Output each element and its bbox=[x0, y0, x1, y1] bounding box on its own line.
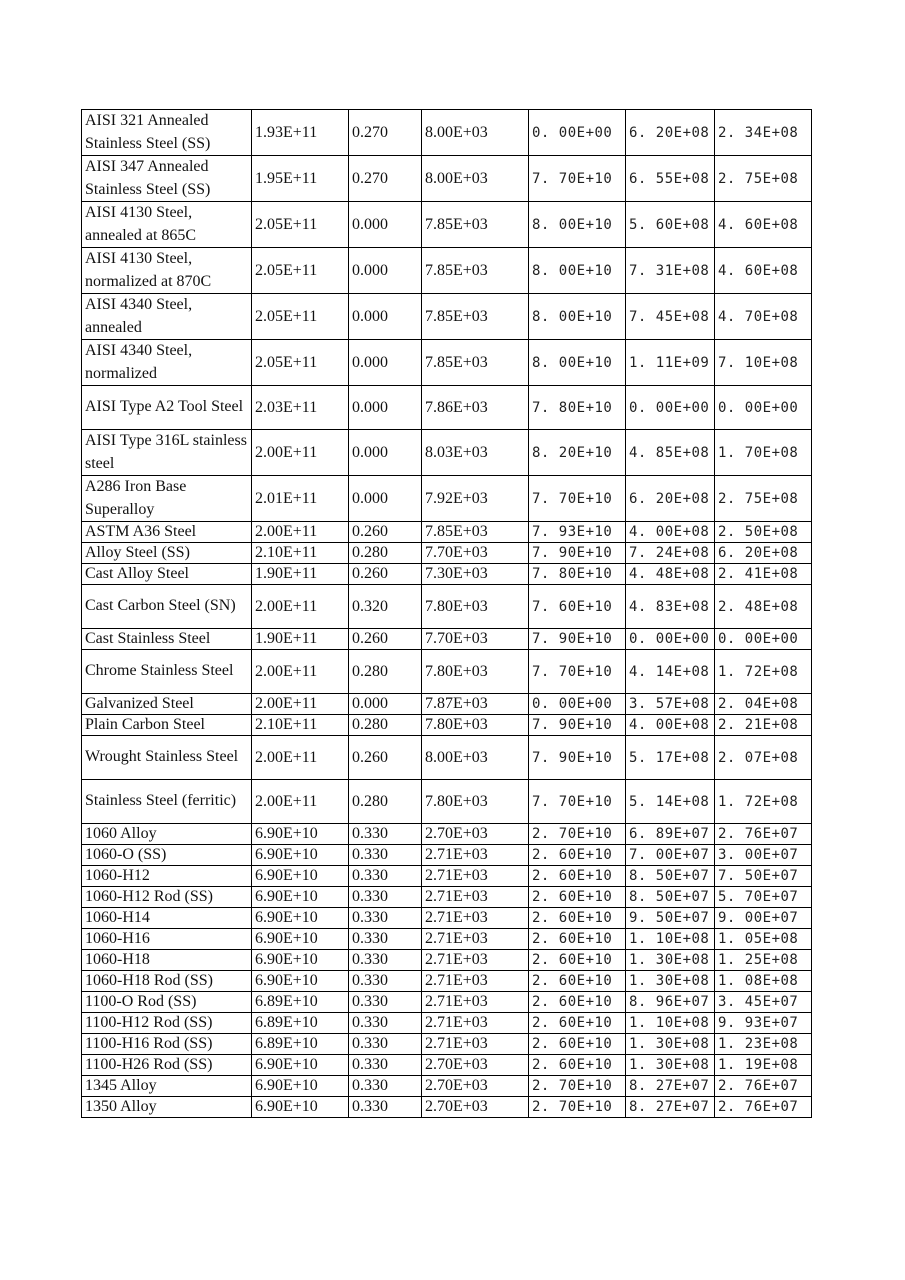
table-row bbox=[82, 887, 812, 908]
value-cell: 2.00E+11 bbox=[252, 522, 349, 543]
value-cell: 2.70E+03 bbox=[422, 824, 529, 845]
value-cell: 0. 00E+00 bbox=[715, 629, 812, 650]
material-properties-table bbox=[81, 109, 812, 1118]
value-cell: 4. 60E+08 bbox=[715, 202, 812, 248]
table-row bbox=[82, 294, 812, 340]
value-cell: 0. 00E+00 bbox=[529, 110, 626, 156]
value-cell: 6.90E+10 bbox=[252, 1055, 349, 1076]
value-cell: 8. 50E+07 bbox=[626, 866, 715, 887]
material-name-cell: Chrome Stainless Steel bbox=[82, 650, 252, 694]
value-cell: 1.90E+11 bbox=[252, 564, 349, 585]
value-cell: 3. 57E+08 bbox=[626, 694, 715, 715]
value-cell: 0.000 bbox=[349, 476, 422, 522]
value-cell: 2. 48E+08 bbox=[715, 585, 812, 629]
table-row bbox=[82, 992, 812, 1013]
value-cell: 2.00E+11 bbox=[252, 430, 349, 476]
value-cell: 1. 30E+08 bbox=[626, 1034, 715, 1055]
value-cell: 7.85E+03 bbox=[422, 340, 529, 386]
value-cell: 2.70E+03 bbox=[422, 1076, 529, 1097]
value-cell: 3. 00E+07 bbox=[715, 845, 812, 866]
value-cell: 3. 45E+07 bbox=[715, 992, 812, 1013]
material-name-cell: ASTM A36 Steel bbox=[82, 522, 252, 543]
table-body bbox=[82, 110, 812, 1118]
value-cell: 2.71E+03 bbox=[422, 992, 529, 1013]
value-cell: 2. 70E+10 bbox=[529, 1097, 626, 1118]
value-cell: 6.90E+10 bbox=[252, 908, 349, 929]
value-cell: 0.260 bbox=[349, 629, 422, 650]
value-cell: 0.330 bbox=[349, 1034, 422, 1055]
value-cell: 0.330 bbox=[349, 908, 422, 929]
value-cell: 4. 48E+08 bbox=[626, 564, 715, 585]
value-cell: 0.260 bbox=[349, 736, 422, 780]
value-cell: 6.90E+10 bbox=[252, 971, 349, 992]
value-cell: 6. 55E+08 bbox=[626, 156, 715, 202]
value-cell: 2. 60E+10 bbox=[529, 971, 626, 992]
value-cell: 8. 96E+07 bbox=[626, 992, 715, 1013]
value-cell: 6.90E+10 bbox=[252, 866, 349, 887]
value-cell: 2. 60E+10 bbox=[529, 866, 626, 887]
value-cell: 2. 60E+10 bbox=[529, 1013, 626, 1034]
value-cell: 7.85E+03 bbox=[422, 248, 529, 294]
value-cell: 2.00E+11 bbox=[252, 780, 349, 824]
value-cell: 4. 14E+08 bbox=[626, 650, 715, 694]
material-name-cell: Stainless Steel (ferritic) bbox=[82, 780, 252, 824]
value-cell: 2.05E+11 bbox=[252, 294, 349, 340]
value-cell: 8. 00E+10 bbox=[529, 202, 626, 248]
material-name-cell: Alloy Steel (SS) bbox=[82, 543, 252, 564]
value-cell: 2. 21E+08 bbox=[715, 715, 812, 736]
value-cell: 4. 60E+08 bbox=[715, 248, 812, 294]
value-cell: 7.85E+03 bbox=[422, 202, 529, 248]
material-name-cell: AISI 4340 Steel, normalized bbox=[82, 340, 252, 386]
value-cell: 7. 70E+10 bbox=[529, 476, 626, 522]
value-cell: 7.30E+03 bbox=[422, 564, 529, 585]
value-cell: 7. 90E+10 bbox=[529, 629, 626, 650]
value-cell: 7.80E+03 bbox=[422, 780, 529, 824]
value-cell: 2. 60E+10 bbox=[529, 1034, 626, 1055]
value-cell: 7.86E+03 bbox=[422, 386, 529, 430]
material-name-cell: Wrought Stainless Steel bbox=[82, 736, 252, 780]
table-row bbox=[82, 386, 812, 430]
material-name-cell: 1060-H12 bbox=[82, 866, 252, 887]
value-cell: 1. 30E+08 bbox=[626, 1055, 715, 1076]
value-cell: 7. 80E+10 bbox=[529, 386, 626, 430]
value-cell: 7. 70E+10 bbox=[529, 156, 626, 202]
material-name-cell: AISI 4340 Steel, annealed bbox=[82, 294, 252, 340]
table-row bbox=[82, 522, 812, 543]
value-cell: 6.89E+10 bbox=[252, 1034, 349, 1055]
value-cell: 2.05E+11 bbox=[252, 340, 349, 386]
value-cell: 7.92E+03 bbox=[422, 476, 529, 522]
table-row bbox=[82, 430, 812, 476]
value-cell: 1. 10E+08 bbox=[626, 929, 715, 950]
material-name-cell: AISI Type A2 Tool Steel bbox=[82, 386, 252, 430]
value-cell: 2. 75E+08 bbox=[715, 476, 812, 522]
value-cell: 0.000 bbox=[349, 248, 422, 294]
value-cell: 1.90E+11 bbox=[252, 629, 349, 650]
value-cell: 0.330 bbox=[349, 1013, 422, 1034]
value-cell: 0.330 bbox=[349, 1055, 422, 1076]
value-cell: 2.05E+11 bbox=[252, 248, 349, 294]
value-cell: 8. 27E+07 bbox=[626, 1076, 715, 1097]
value-cell: 6.89E+10 bbox=[252, 1013, 349, 1034]
value-cell: 2.01E+11 bbox=[252, 476, 349, 522]
value-cell: 1.95E+11 bbox=[252, 156, 349, 202]
value-cell: 8.00E+03 bbox=[422, 110, 529, 156]
table-row bbox=[82, 950, 812, 971]
value-cell: 2. 70E+10 bbox=[529, 824, 626, 845]
table-row bbox=[82, 564, 812, 585]
value-cell: 7.80E+03 bbox=[422, 585, 529, 629]
value-cell: 0.330 bbox=[349, 845, 422, 866]
value-cell: 2.70E+03 bbox=[422, 1097, 529, 1118]
value-cell: 0.270 bbox=[349, 110, 422, 156]
value-cell: 7. 90E+10 bbox=[529, 736, 626, 780]
material-name-cell: 1060-H14 bbox=[82, 908, 252, 929]
value-cell: 4. 00E+08 bbox=[626, 715, 715, 736]
value-cell: 2. 76E+07 bbox=[715, 1076, 812, 1097]
value-cell: 2.00E+11 bbox=[252, 694, 349, 715]
table-row bbox=[82, 156, 812, 202]
value-cell: 7.85E+03 bbox=[422, 294, 529, 340]
value-cell: 0. 00E+00 bbox=[626, 386, 715, 430]
value-cell: 8.00E+03 bbox=[422, 736, 529, 780]
value-cell: 2.71E+03 bbox=[422, 950, 529, 971]
value-cell: 7.80E+03 bbox=[422, 650, 529, 694]
value-cell: 2.00E+11 bbox=[252, 585, 349, 629]
value-cell: 2. 60E+10 bbox=[529, 908, 626, 929]
table-row bbox=[82, 824, 812, 845]
material-name-cell: AISI 347 Annealed Stainless Steel (SS) bbox=[82, 156, 252, 202]
table-row bbox=[82, 1076, 812, 1097]
value-cell: 7.70E+03 bbox=[422, 543, 529, 564]
value-cell: 2.71E+03 bbox=[422, 971, 529, 992]
value-cell: 5. 17E+08 bbox=[626, 736, 715, 780]
value-cell: 5. 14E+08 bbox=[626, 780, 715, 824]
value-cell: 2. 76E+07 bbox=[715, 1097, 812, 1118]
value-cell: 6.90E+10 bbox=[252, 824, 349, 845]
material-name-cell: Plain Carbon Steel bbox=[82, 715, 252, 736]
value-cell: 7. 60E+10 bbox=[529, 585, 626, 629]
value-cell: 0. 00E+00 bbox=[529, 694, 626, 715]
value-cell: 5. 60E+08 bbox=[626, 202, 715, 248]
value-cell: 7. 70E+10 bbox=[529, 780, 626, 824]
value-cell: 6.90E+10 bbox=[252, 950, 349, 971]
value-cell: 6. 20E+08 bbox=[626, 110, 715, 156]
value-cell: 1.93E+11 bbox=[252, 110, 349, 156]
value-cell: 1. 23E+08 bbox=[715, 1034, 812, 1055]
value-cell: 2.03E+11 bbox=[252, 386, 349, 430]
value-cell: 2.71E+03 bbox=[422, 866, 529, 887]
table-row bbox=[82, 971, 812, 992]
value-cell: 0.330 bbox=[349, 950, 422, 971]
material-name-cell: 1060-H18 bbox=[82, 950, 252, 971]
value-cell: 7.85E+03 bbox=[422, 522, 529, 543]
value-cell: 7. 90E+10 bbox=[529, 543, 626, 564]
table-row bbox=[82, 780, 812, 824]
value-cell: 1. 72E+08 bbox=[715, 780, 812, 824]
value-cell: 7. 31E+08 bbox=[626, 248, 715, 294]
value-cell: 0.320 bbox=[349, 585, 422, 629]
table-row bbox=[82, 248, 812, 294]
value-cell: 9. 93E+07 bbox=[715, 1013, 812, 1034]
table-row bbox=[82, 929, 812, 950]
value-cell: 0.330 bbox=[349, 971, 422, 992]
value-cell: 4. 83E+08 bbox=[626, 585, 715, 629]
value-cell: 2. 60E+10 bbox=[529, 845, 626, 866]
value-cell: 8.03E+03 bbox=[422, 430, 529, 476]
value-cell: 6.90E+10 bbox=[252, 1097, 349, 1118]
material-name-cell: 1060-H16 bbox=[82, 929, 252, 950]
table-row bbox=[82, 202, 812, 248]
value-cell: 2.10E+11 bbox=[252, 543, 349, 564]
value-cell: 2.10E+11 bbox=[252, 715, 349, 736]
value-cell: 6. 20E+08 bbox=[626, 476, 715, 522]
value-cell: 1. 11E+09 bbox=[626, 340, 715, 386]
value-cell: 7. 00E+07 bbox=[626, 845, 715, 866]
value-cell: 4. 85E+08 bbox=[626, 430, 715, 476]
value-cell: 7. 50E+07 bbox=[715, 866, 812, 887]
value-cell: 6. 20E+08 bbox=[715, 543, 812, 564]
table-row bbox=[82, 1013, 812, 1034]
value-cell: 2.71E+03 bbox=[422, 929, 529, 950]
value-cell: 2. 41E+08 bbox=[715, 564, 812, 585]
value-cell: 2.71E+03 bbox=[422, 845, 529, 866]
value-cell: 8. 27E+07 bbox=[626, 1097, 715, 1118]
value-cell: 2.05E+11 bbox=[252, 202, 349, 248]
material-name-cell: AISI 4130 Steel, annealed at 865C bbox=[82, 202, 252, 248]
material-name-cell: AISI 321 Annealed Stainless Steel (SS) bbox=[82, 110, 252, 156]
table-row bbox=[82, 585, 812, 629]
value-cell: 6. 89E+07 bbox=[626, 824, 715, 845]
value-cell: 6.90E+10 bbox=[252, 887, 349, 908]
value-cell: 7. 70E+10 bbox=[529, 650, 626, 694]
material-name-cell: 1060-H18 Rod (SS) bbox=[82, 971, 252, 992]
material-name-cell: Galvanized Steel bbox=[82, 694, 252, 715]
value-cell: 0.330 bbox=[349, 1097, 422, 1118]
value-cell: 2.70E+03 bbox=[422, 1055, 529, 1076]
table-row bbox=[82, 1055, 812, 1076]
value-cell: 0.000 bbox=[349, 430, 422, 476]
value-cell: 0.260 bbox=[349, 522, 422, 543]
material-name-cell: AISI 4130 Steel, normalized at 870C bbox=[82, 248, 252, 294]
material-name-cell: Cast Stainless Steel bbox=[82, 629, 252, 650]
value-cell: 4. 70E+08 bbox=[715, 294, 812, 340]
value-cell: 0.330 bbox=[349, 866, 422, 887]
material-name-cell: A286 Iron Base Superalloy bbox=[82, 476, 252, 522]
table-row bbox=[82, 110, 812, 156]
table-row bbox=[82, 715, 812, 736]
value-cell: 2.71E+03 bbox=[422, 887, 529, 908]
value-cell: 1. 08E+08 bbox=[715, 971, 812, 992]
value-cell: 2. 60E+10 bbox=[529, 992, 626, 1013]
table-row bbox=[82, 650, 812, 694]
material-name-cell: 1100-H12 Rod (SS) bbox=[82, 1013, 252, 1034]
value-cell: 0.280 bbox=[349, 650, 422, 694]
value-cell: 2.00E+11 bbox=[252, 736, 349, 780]
value-cell: 7. 90E+10 bbox=[529, 715, 626, 736]
table-row bbox=[82, 694, 812, 715]
value-cell: 8.00E+03 bbox=[422, 156, 529, 202]
value-cell: 0.330 bbox=[349, 929, 422, 950]
value-cell: 2.71E+03 bbox=[422, 1034, 529, 1055]
value-cell: 1. 30E+08 bbox=[626, 950, 715, 971]
value-cell: 7. 24E+08 bbox=[626, 543, 715, 564]
table-row bbox=[82, 340, 812, 386]
value-cell: 0.330 bbox=[349, 1076, 422, 1097]
value-cell: 9. 50E+07 bbox=[626, 908, 715, 929]
material-name-cell: 1100-O Rod (SS) bbox=[82, 992, 252, 1013]
table-row bbox=[82, 866, 812, 887]
value-cell: 0. 00E+00 bbox=[626, 629, 715, 650]
value-cell: 8. 50E+07 bbox=[626, 887, 715, 908]
value-cell: 0.000 bbox=[349, 386, 422, 430]
material-name-cell: AISI Type 316L stainless steel bbox=[82, 430, 252, 476]
value-cell: 0.000 bbox=[349, 340, 422, 386]
material-name-cell: 1060-O (SS) bbox=[82, 845, 252, 866]
value-cell: 7.70E+03 bbox=[422, 629, 529, 650]
material-name-cell: Cast Carbon Steel (SN) bbox=[82, 585, 252, 629]
value-cell: 7.87E+03 bbox=[422, 694, 529, 715]
value-cell: 0.260 bbox=[349, 564, 422, 585]
value-cell: 2. 50E+08 bbox=[715, 522, 812, 543]
value-cell: 7. 45E+08 bbox=[626, 294, 715, 340]
table-row bbox=[82, 736, 812, 780]
table-row bbox=[82, 908, 812, 929]
table-row bbox=[82, 629, 812, 650]
value-cell: 2. 04E+08 bbox=[715, 694, 812, 715]
value-cell: 2. 60E+10 bbox=[529, 929, 626, 950]
value-cell: 2.71E+03 bbox=[422, 1013, 529, 1034]
value-cell: 0.000 bbox=[349, 694, 422, 715]
value-cell: 8. 00E+10 bbox=[529, 248, 626, 294]
value-cell: 7. 93E+10 bbox=[529, 522, 626, 543]
value-cell: 2. 75E+08 bbox=[715, 156, 812, 202]
value-cell: 6.90E+10 bbox=[252, 929, 349, 950]
material-name-cell: 1345 Alloy bbox=[82, 1076, 252, 1097]
table-row bbox=[82, 1097, 812, 1118]
value-cell: 8. 00E+10 bbox=[529, 294, 626, 340]
value-cell: 8. 00E+10 bbox=[529, 340, 626, 386]
value-cell: 2. 76E+07 bbox=[715, 824, 812, 845]
value-cell: 2. 34E+08 bbox=[715, 110, 812, 156]
value-cell: 0.280 bbox=[349, 780, 422, 824]
value-cell: 0.000 bbox=[349, 294, 422, 340]
value-cell: 1. 70E+08 bbox=[715, 430, 812, 476]
value-cell: 0.280 bbox=[349, 715, 422, 736]
value-cell: 0.330 bbox=[349, 887, 422, 908]
value-cell: 2. 07E+08 bbox=[715, 736, 812, 780]
value-cell: 0.000 bbox=[349, 202, 422, 248]
value-cell: 1. 10E+08 bbox=[626, 1013, 715, 1034]
table-row bbox=[82, 543, 812, 564]
table-row bbox=[82, 1034, 812, 1055]
value-cell: 7. 10E+08 bbox=[715, 340, 812, 386]
value-cell: 0.330 bbox=[349, 992, 422, 1013]
material-name-cell: 1060-H12 Rod (SS) bbox=[82, 887, 252, 908]
value-cell: 7. 80E+10 bbox=[529, 564, 626, 585]
value-cell: 7.80E+03 bbox=[422, 715, 529, 736]
value-cell: 0.330 bbox=[349, 824, 422, 845]
value-cell: 8. 20E+10 bbox=[529, 430, 626, 476]
value-cell: 2.71E+03 bbox=[422, 908, 529, 929]
value-cell: 9. 00E+07 bbox=[715, 908, 812, 929]
value-cell: 1. 19E+08 bbox=[715, 1055, 812, 1076]
value-cell: 1. 25E+08 bbox=[715, 950, 812, 971]
table-row bbox=[82, 476, 812, 522]
material-name-cell: 1100-H26 Rod (SS) bbox=[82, 1055, 252, 1076]
value-cell: 1. 05E+08 bbox=[715, 929, 812, 950]
value-cell: 0. 00E+00 bbox=[715, 386, 812, 430]
value-cell: 2. 60E+10 bbox=[529, 950, 626, 971]
value-cell: 2. 60E+10 bbox=[529, 1055, 626, 1076]
value-cell: 2.00E+11 bbox=[252, 650, 349, 694]
value-cell: 4. 00E+08 bbox=[626, 522, 715, 543]
table-row bbox=[82, 845, 812, 866]
material-name-cell: 1350 Alloy bbox=[82, 1097, 252, 1118]
material-name-cell: 1100-H16 Rod (SS) bbox=[82, 1034, 252, 1055]
value-cell: 0.270 bbox=[349, 156, 422, 202]
value-cell: 6.90E+10 bbox=[252, 845, 349, 866]
material-name-cell: Cast Alloy Steel bbox=[82, 564, 252, 585]
value-cell: 2. 70E+10 bbox=[529, 1076, 626, 1097]
value-cell: 1. 72E+08 bbox=[715, 650, 812, 694]
value-cell: 6.90E+10 bbox=[252, 1076, 349, 1097]
value-cell: 5. 70E+07 bbox=[715, 887, 812, 908]
value-cell: 0.280 bbox=[349, 543, 422, 564]
value-cell: 1. 30E+08 bbox=[626, 971, 715, 992]
value-cell: 6.89E+10 bbox=[252, 992, 349, 1013]
value-cell: 2. 60E+10 bbox=[529, 887, 626, 908]
material-name-cell: 1060 Alloy bbox=[82, 824, 252, 845]
